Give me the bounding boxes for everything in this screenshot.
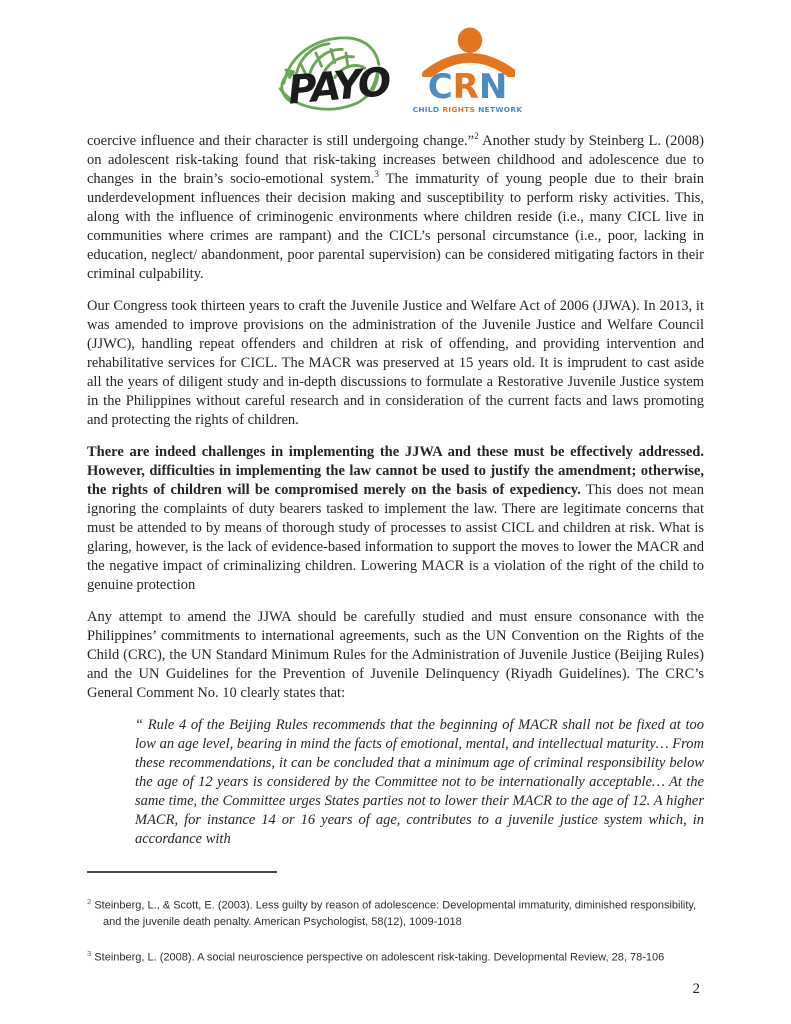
footnotes <box>87 893 704 967</box>
crn-tagline-word: RIGHTS <box>442 104 476 114</box>
crn-letter: C <box>427 66 453 107</box>
document-body <box>87 132 704 849</box>
footnote: $^2$ Steinberg, L., & Scott, E. (2003). Less guilty by reason of adolescence: Developmental immaturity, diminished responsibility, and the juvenile death penalty. American Psychologist, 58(12), 1009-1018 <box>87 896 697 929</box>
footnote-marker: 2 <box>87 896 92 906</box>
footnote: $^3$ Steinberg, L. (2008). A social neuroscience perspective on adolescent risk-taking. Developmental Review, 28, 78-106 <box>87 949 665 964</box>
crn-acronym <box>427 66 508 107</box>
header-logos <box>0 0 791 118</box>
crn-logo <box>412 27 524 114</box>
quote-paragraph: “ Rule 4 of the Beijing Rules recommends that the beginning of MACR shall not be fixed at too low an age level, bearing in mind the facts of emotional, mental, and intellectual maturity… From these recommendations, it can be concluded that a minimum age of criminal responsibility below the age of 12 years is considered by the Committee not to be internationally acceptable… At the same time, the Committee urges States parties not to lower their MACR to the age of 12. A higher MACR, for instance 14 or 16 years of age, contributes to a juvenile justice system which, in accordance with <box>135 717 704 847</box>
footnote-reference: 3 <box>374 169 379 180</box>
footnote-reference: 2 <box>474 131 479 142</box>
payo-logo-text: PAYO <box>285 59 391 114</box>
crn-tagline-word: NETWORK <box>478 104 523 114</box>
crn-tagline <box>411 105 524 114</box>
paragraph: Our Congress took thirteen years to craft the Juvenile Justice and Welfare Act of 2006 (JJWA). In 2013, it was amended to improve provisions on the administration of the Juvenile Justice and Welfare Council (JJWC), handling repeat offenders and children at risk of offending, and providing intervention and rehabilitative services for CICL. The MACR was preserved at 15 years old. It is imprudent to cast aside all the years of diligent study and in-depth discussions to formulate a Restorative Juvenile Justice system in the Philippines without careful research and in consideration of the current facts and laws promoting and protecting the rights of children. <box>87 298 704 428</box>
paragraph: Any attempt to amend the JJWA should be carefully studied and must ensure consonance with the Philippines’ commitments to international agreements, such as the UN Convention on the Rights of the Child (CRC), the UN Standard Minimum Rules for the Administration of Juvenile Justice (Beijing Rules) and the UN Guidelines for the Prevention of Juvenile Delinquency (Riyadh Guidelines). The CRC’s General Comment No. 10 clearly states that: <box>87 609 704 701</box>
page-number: 2 <box>692 981 700 997</box>
crn-letter: R <box>452 66 479 107</box>
footnote-marker: 3 <box>87 949 92 959</box>
paragraph: There are indeed challenges in implementing the JJWA and these must be effectively addressed. However, difficulties in implementing the law cannot be used to justify the amendment; otherwise, the rights of children will be compromised merely on the basis of expediency. This does not mean ignoring the complaints of duty bearers tasked to implement the law. There are legitimate concerns that must be attended to by means of thorough study of processes to assist CICL and children at risk. What is glaring, however, is the lack of evidence-based information to support the moves to lower the MACR and the negative impact of criminalizing children. Lowering MACR is a violation of the right of the child to genuine protection <box>87 444 704 593</box>
footer <box>87 871 704 998</box>
footnote-separator <box>87 871 277 873</box>
payo-logo <box>268 23 392 117</box>
crn-tagline-word: CHILD <box>412 104 440 114</box>
crn-letter: N <box>478 66 508 107</box>
payo-leaf-icon <box>268 23 392 117</box>
paragraph: coercive influence and their character is still undergoing change.”$^2$ Another study by Steinberg L. (2008) on adolescent risk-taking found that risk-taking increases between childhood and adolescence due to changes in the brain’s socio-emotional system.$^3$ The immaturity of young people due to their brain underdevelopment influences their decision making and susceptibility to perform risky activities. This, along with the influence of criminogenic environments where children reside (i.e., many CICL live in communities where crimes are rampant) and the CICL’s personal circumstance (i.e., poor, lacking in education, neglect/ abandonment, poor parental supervision) can be considered mitigating factors in their criminal culpability. <box>87 131 704 282</box>
